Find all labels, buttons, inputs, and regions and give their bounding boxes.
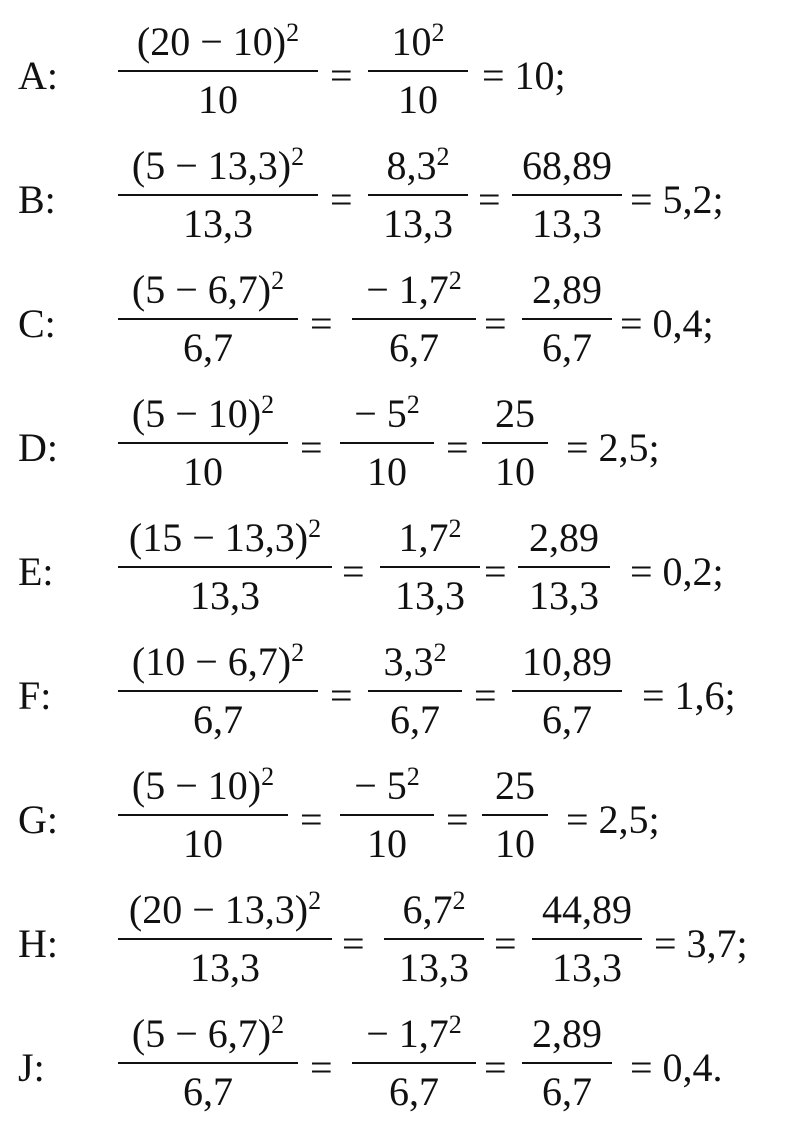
fraction-squared (384, 882, 484, 996)
formula-row-f (18, 634, 788, 760)
row-label: H: (18, 921, 58, 966)
denominator: 10 (183, 821, 223, 866)
equals-sign: = (330, 177, 353, 222)
denominator: 13,3 (399, 945, 469, 990)
numerator: $(15 - 13,3)^2$ (128, 514, 322, 560)
denominator: 10 (367, 449, 407, 494)
row-label: A: (18, 53, 58, 98)
fraction-squared-difference (118, 758, 288, 872)
fraction-squared (368, 138, 468, 252)
fraction-value (512, 634, 622, 748)
denominator: 6,7 (193, 697, 243, 742)
row-label: E: (18, 549, 54, 594)
equals-sign: = (494, 921, 517, 966)
denominator: 13,3 (532, 201, 602, 246)
equals-sign: = (446, 797, 469, 842)
denominator: 13,3 (395, 573, 465, 618)
fraction-squared-difference (118, 1006, 298, 1120)
denominator: 10 (367, 821, 407, 866)
denominator: 13,3 (183, 201, 253, 246)
formula-row-e (18, 510, 788, 636)
fraction-squared (352, 262, 476, 376)
numerator: $(10 - 6,7)^2$ (131, 638, 305, 684)
denominator: 10 (495, 449, 535, 494)
fraction-squared (340, 386, 434, 500)
fraction-squared (368, 14, 468, 128)
denominator: 10 (495, 821, 535, 866)
fraction-squared-difference (118, 262, 298, 376)
result: = 2,5; (566, 797, 660, 842)
numerator: $(5 - 10)^2$ (131, 390, 275, 436)
numerator: $1,7^2$ (398, 514, 462, 560)
denominator: 13,3 (529, 573, 599, 618)
denominator: 6,7 (389, 1069, 439, 1114)
fraction-value (482, 386, 548, 500)
numerator: $(5 - 10)^2$ (131, 762, 275, 808)
fraction-squared (380, 510, 480, 624)
numerator: $8,3^2$ (386, 142, 450, 188)
numerator: $(20 - 13,3)^2$ (128, 886, 322, 932)
denominator: 13,3 (552, 945, 622, 990)
fraction-squared (340, 758, 434, 872)
numerator: 10,89 (522, 639, 612, 684)
numerator: 2,89 (532, 267, 602, 312)
row-label: G: (18, 797, 58, 842)
row-label: D: (18, 425, 58, 470)
result: = 10; (482, 53, 566, 98)
fraction-squared-difference (118, 882, 332, 996)
fraction-squared-difference (118, 14, 318, 128)
fraction-value (522, 1006, 612, 1120)
numerator: 2,89 (529, 515, 599, 560)
fraction-squared (352, 1006, 476, 1120)
row-label: F: (18, 673, 52, 718)
row-label: C: (18, 301, 56, 346)
equals-sign: = (474, 673, 497, 718)
denominator: 13,3 (190, 945, 260, 990)
formula-row-j (18, 1006, 788, 1132)
numerator: − $1,7^2$ (366, 1010, 462, 1056)
result: = 2,5; (566, 425, 660, 470)
equals-sign: = (484, 1045, 507, 1090)
equals-sign: = (330, 53, 353, 98)
formula-row-g (18, 758, 788, 884)
formula-row-h (18, 882, 788, 1008)
fraction-value (532, 882, 642, 996)
equals-sign: = (478, 177, 501, 222)
row-label: J: (18, 1045, 45, 1090)
equals-sign: = (310, 301, 333, 346)
numerator: − $1,7^2$ (366, 266, 462, 312)
denominator: 6,7 (389, 325, 439, 370)
denominator: 6,7 (542, 325, 592, 370)
denominator: 13,3 (190, 573, 260, 618)
numerator: 25 (495, 763, 535, 808)
denominator: 13,3 (383, 201, 453, 246)
numerator: $(5 - 6,7)^2$ (131, 266, 285, 312)
formula-row-c (18, 262, 788, 388)
equals-sign: = (446, 425, 469, 470)
formula-row-d (18, 386, 788, 512)
numerator: 25 (495, 391, 535, 436)
numerator: − $5^2$ (354, 762, 420, 808)
numerator: $(5 - 13,3)^2$ (131, 142, 305, 188)
numerator: − $5^2$ (354, 390, 420, 436)
equals-sign: = (342, 921, 365, 966)
numerator: $6,7^2$ (402, 886, 466, 932)
result: = 5,2; (630, 177, 724, 222)
equals-sign: = (330, 673, 353, 718)
numerator: $(20 - 10)^2$ (136, 18, 300, 64)
formula-row-a (18, 14, 788, 140)
denominator: 10 (398, 77, 438, 122)
equals-sign: = (484, 549, 507, 594)
result: = 0,4; (620, 301, 714, 346)
result: = 0,2; (630, 549, 724, 594)
denominator: 6,7 (183, 325, 233, 370)
equals-sign: = (300, 797, 323, 842)
fraction-squared-difference (118, 634, 318, 748)
numerator: $(5 - 6,7)^2$ (131, 1010, 285, 1056)
numerator: $10^2$ (391, 18, 445, 64)
fraction-value (482, 758, 548, 872)
denominator: 6,7 (542, 1069, 592, 1114)
denominator: 6,7 (390, 697, 440, 742)
fraction-value (512, 138, 622, 252)
fraction-squared-difference (118, 386, 288, 500)
result: = 3,7; (654, 921, 748, 966)
numerator: 44,89 (542, 887, 632, 932)
fraction-value (518, 510, 610, 624)
denominator: 10 (198, 77, 238, 122)
equals-sign: = (300, 425, 323, 470)
fraction-value (522, 262, 612, 376)
numerator: 68,89 (522, 143, 612, 188)
fraction-squared (368, 634, 462, 748)
numerator: 2,89 (532, 1011, 602, 1056)
equals-sign: = (484, 301, 507, 346)
numerator: $3,3^2$ (383, 638, 447, 684)
fraction-squared-difference (118, 138, 318, 252)
denominator: 6,7 (183, 1069, 233, 1114)
fraction-squared-difference (118, 510, 332, 624)
result: = 0,4. (630, 1045, 723, 1090)
equals-sign: = (342, 549, 365, 594)
denominator: 6,7 (542, 697, 592, 742)
equals-sign: = (310, 1045, 333, 1090)
result: = 1,6; (642, 673, 736, 718)
row-label: B: (18, 177, 56, 222)
denominator: 10 (183, 449, 223, 494)
formula-row-b (18, 138, 788, 264)
